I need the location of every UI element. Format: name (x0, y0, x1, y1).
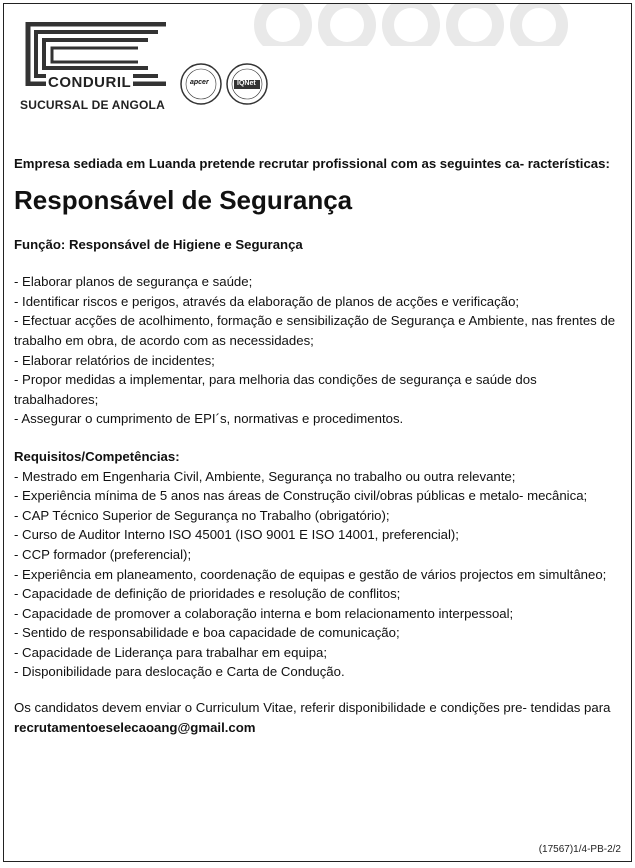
list-item: - Mestrado em Engenharia Civil, Ambiente, Segurança no trabalho ou outra relevante; (14, 468, 516, 484)
list-item: - Elaborar relatórios de incidentes; (14, 352, 215, 368)
list-item: - Experiência em planeamento, coordenação de equipas e gestão de vários projectos em simultâneo; (14, 566, 607, 582)
company-logo (16, 22, 176, 114)
function-line: Função: Responsável de Higiene e Segurança (14, 236, 303, 252)
list-item: - Assegurar o cumprimento de EPI´s, normativas e procedimentos. (14, 411, 404, 427)
list-item: - CAP Técnico Superior de Segurança no Trabalho (obrigatório); (14, 507, 390, 523)
list-item: - Elaborar planos de segurança e saúde; (14, 274, 253, 290)
ad-reference: (17567)1/4-PB-2/2 (538, 844, 621, 855)
intro-text: Empresa sediada em Luanda pretende recrutar profissional com as seguintes ca- racterísticas: (14, 156, 610, 171)
list-item: - Capacidade de definição de prioridades e resolução de conflitos; (14, 586, 401, 602)
list-item: - Sentido de responsabilidade e boa capacidade de comunicação; (14, 625, 400, 641)
closing-paragraph (14, 698, 622, 737)
list-item: - Efectuar acções de acolhimento, formação e sensibilização de Segurança e Ambiente, nas frentes de trabalho em obra, de acordo com as necessidades; (14, 313, 616, 348)
apcer-label: apcer (190, 79, 209, 86)
iqnet-label: IQNet (237, 80, 256, 87)
job-ad (3, 3, 632, 862)
list-item: - Experiência mínima de 5 anos nas áreas de Construção civil/obras públicas e metalo- mecânica; (14, 488, 588, 504)
ad-content (14, 154, 622, 737)
requirements-list (14, 467, 622, 683)
company-branch: SUCURSAL DE ANGOLA (20, 98, 165, 112)
list-item: - Capacidade de Liderança para trabalhar em equipa; (14, 644, 328, 660)
job-title: Responsável de Segurança (14, 184, 353, 215)
background-watermark (254, 3, 632, 46)
contact-email-link[interactable]: recrutamentoeselecaoang@gmail.com (14, 719, 256, 735)
list-item: - Propor medidas a implementar, para melhoria das condições de segurança e saúde dos trabalhadores; (14, 372, 537, 407)
company-name: CONDURIL (48, 74, 132, 91)
duties-list (14, 272, 622, 429)
list-item: - Disponibilidade para deslocação e Carta de Condução. (14, 664, 345, 680)
requirements-heading: Requisitos/Competências: (14, 448, 180, 464)
list-item: - Curso de Auditor Interno ISO 45001 (ISO 9001 E ISO 14001, preferencial); (14, 527, 459, 543)
list-item: - Capacidade de promover a colaboração interna e bom relacionamento interpessoal; (14, 605, 514, 621)
list-item: - Identificar riscos e perigos, através da elaboração de planos de acções e verificação; (14, 293, 520, 309)
closing-text: Os candidatos devem enviar o Curriculum Vitae, referir disponibilidade e condições pre- tendidas para (14, 700, 611, 716)
list-item: - CCP formador (preferencial); (14, 546, 192, 562)
certification-badges (179, 62, 274, 114)
